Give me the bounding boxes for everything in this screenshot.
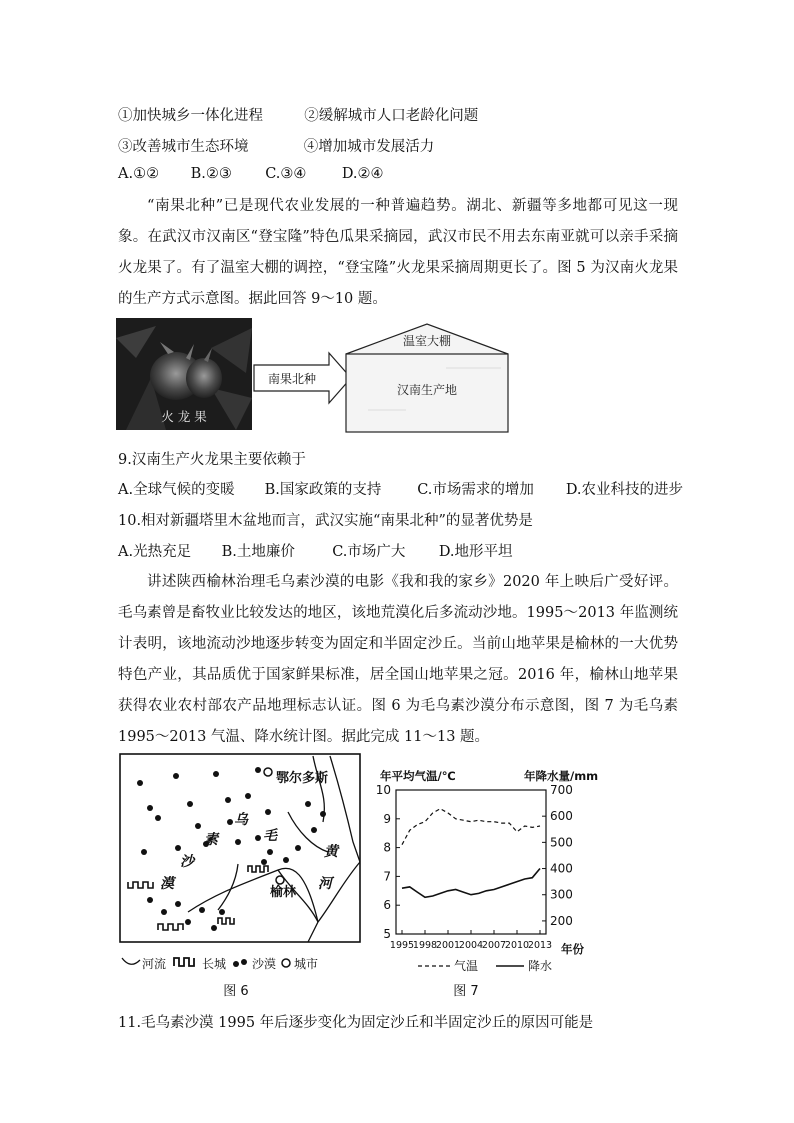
left-tick-label: 6 bbox=[383, 898, 391, 913]
arrow-label: 南果北种 bbox=[267, 372, 317, 386]
figures-6-7 bbox=[118, 752, 599, 1004]
x-tick-label: 2013 bbox=[527, 940, 553, 951]
right-axis-title: 年降水量/mm bbox=[524, 769, 599, 783]
passage-1: “南果北种”已是现代农业发展的一种普遍趋势。湖北、新疆等多地都可见这一现象。在武汉市汉南区“登宝隆”特色瓜果采摘园，武汉市民不用去东南亚就可以亲手采摘火龙果了。有了温室大棚的调控，“登宝隆”火龙果采摘周期更长了。图 5 为汉南火龙果的生产方式示意图。据此回答 9～10 题。 bbox=[118, 198, 678, 307]
city-yulin-marker bbox=[276, 876, 284, 884]
label-mao: 毛 bbox=[263, 828, 277, 844]
label-su: 素 bbox=[204, 832, 218, 848]
dragon-fruit-photo bbox=[116, 318, 252, 430]
series-line-temperature bbox=[402, 809, 540, 845]
label-sha: 沙 bbox=[180, 854, 194, 870]
photo-caption: 火 龙 果 bbox=[161, 409, 207, 424]
option-line-2 bbox=[118, 135, 434, 156]
left-tick-label: 7 bbox=[383, 869, 391, 884]
answer-c: C.③④ bbox=[265, 166, 307, 182]
label-ordos: 鄂尔多斯 bbox=[276, 771, 329, 786]
question-10: 10.相对新疆塔里木盆地而言，武汉实施“南果北种”的显著优势是 bbox=[118, 513, 533, 529]
figure-6-map bbox=[120, 754, 360, 999]
roof-label: 温室大棚 bbox=[402, 334, 452, 348]
x-tick-label: 1995 bbox=[389, 940, 415, 951]
x-tick-label: 2001 bbox=[435, 940, 461, 951]
x-axis-unit: 年份 bbox=[561, 942, 584, 956]
question-9: 9.汉南生产火龙果主要依赖于 bbox=[118, 452, 306, 468]
answer-b: B.②③ bbox=[190, 166, 232, 182]
q9-option-c: C.市场需求的增加 bbox=[417, 482, 534, 498]
left-tick-label: 9 bbox=[383, 811, 391, 826]
right-tick-label: 200 bbox=[550, 913, 573, 928]
x-tick-label: 2007 bbox=[481, 940, 507, 951]
question-11: 11.毛乌素沙漠 1995 年后逐步变化为固定沙丘和半固定沙丘的原因可能是 bbox=[118, 1015, 594, 1031]
x-tick-label: 2004 bbox=[458, 940, 484, 951]
legend-desert: 沙漠 bbox=[252, 957, 277, 971]
legend-river: 河流 bbox=[142, 957, 167, 971]
q9-option-a: A.全球气候的变暖 bbox=[118, 482, 235, 498]
legend-wall: 长城 bbox=[202, 957, 227, 971]
legend-temp: 气温 bbox=[454, 959, 479, 973]
answer-choices-q8 bbox=[118, 166, 384, 182]
answer-d: D.②④ bbox=[341, 166, 384, 182]
answer-a: A.①② bbox=[118, 166, 160, 182]
right-tick-label: 300 bbox=[550, 887, 573, 902]
q9-option-b: B.国家政策的支持 bbox=[264, 482, 382, 498]
legend-city: 城市 bbox=[294, 957, 319, 971]
passage-2: 讲述陕西榆林治理毛乌素沙漠的电影《我和我的家乡》2020 年上映后广受好评。毛乌素曾是畜牧业比较发达的地区，该地荒漠化后多流动沙地。1995～2013 年监测统计表明，该地流动沙地逐步转变为固定和半固定沙丘。当前山地苹果是榆林的一大优势特色产业，其品质优于国家鲜果标准，居全国山地苹果之冠。2016 年，榆林山地苹果获得农业农村部农产品地理标志认证。图 6 为毛乌素沙漠分布示意图，图 7 为毛乌素 1995～2013 气温、降水统计图。据此完成 11～13 题。 bbox=[118, 574, 678, 745]
label-yulin: 榆林 bbox=[270, 885, 297, 900]
arrow bbox=[254, 353, 351, 403]
left-tick-label: 10 bbox=[375, 783, 391, 797]
figure-5 bbox=[116, 318, 516, 440]
left-tick-label: 5 bbox=[383, 927, 391, 941]
option-line-1 bbox=[118, 104, 478, 125]
right-tick-label: 700 bbox=[550, 783, 573, 797]
left-axis-title: 年平均气温/℃ bbox=[380, 769, 456, 783]
figure-6-legend bbox=[122, 956, 318, 971]
figure-7-chart bbox=[376, 769, 598, 999]
option-3: ③改善城市生态环境 bbox=[118, 139, 249, 155]
left-tick-label: 8 bbox=[383, 840, 391, 855]
label-huang: 黄 bbox=[324, 844, 338, 860]
q9-option-d: D.农业科技的进步 bbox=[565, 482, 684, 498]
house-label: 汉南生产地 bbox=[396, 383, 458, 397]
q10-options bbox=[118, 540, 513, 561]
x-tick-label: 1998 bbox=[412, 940, 438, 951]
right-tick-label: 400 bbox=[550, 861, 573, 876]
x-tick-label: 2010 bbox=[504, 940, 530, 951]
right-tick-label: 500 bbox=[550, 835, 573, 850]
q10-option-a: A.光热充足 bbox=[118, 544, 192, 560]
q10-option-d: D.地形平坦 bbox=[438, 544, 513, 560]
q10-option-c: C.市场广大 bbox=[332, 544, 406, 560]
figure-7-caption: 图 7 bbox=[453, 984, 479, 999]
option-4: ④增加城市发展活力 bbox=[303, 139, 435, 155]
plot-frame bbox=[396, 790, 546, 934]
series-line-precipitation bbox=[402, 869, 540, 898]
option-2: ②缓解城市人口老龄化问题 bbox=[304, 108, 479, 124]
label-wu: 乌 bbox=[234, 812, 248, 828]
label-he: 河 bbox=[318, 876, 332, 892]
city-ordos-marker bbox=[264, 768, 272, 776]
q10-option-b: B.土地廉价 bbox=[221, 544, 295, 560]
q9-options bbox=[118, 478, 683, 499]
greenhouse bbox=[346, 324, 508, 432]
legend-precip: 降水 bbox=[528, 959, 553, 973]
figure-6-caption: 图 6 bbox=[223, 984, 249, 999]
right-tick-label: 600 bbox=[550, 809, 573, 824]
label-mo: 漠 bbox=[160, 876, 174, 892]
option-1: ①加快城乡一体化进程 bbox=[118, 108, 263, 124]
